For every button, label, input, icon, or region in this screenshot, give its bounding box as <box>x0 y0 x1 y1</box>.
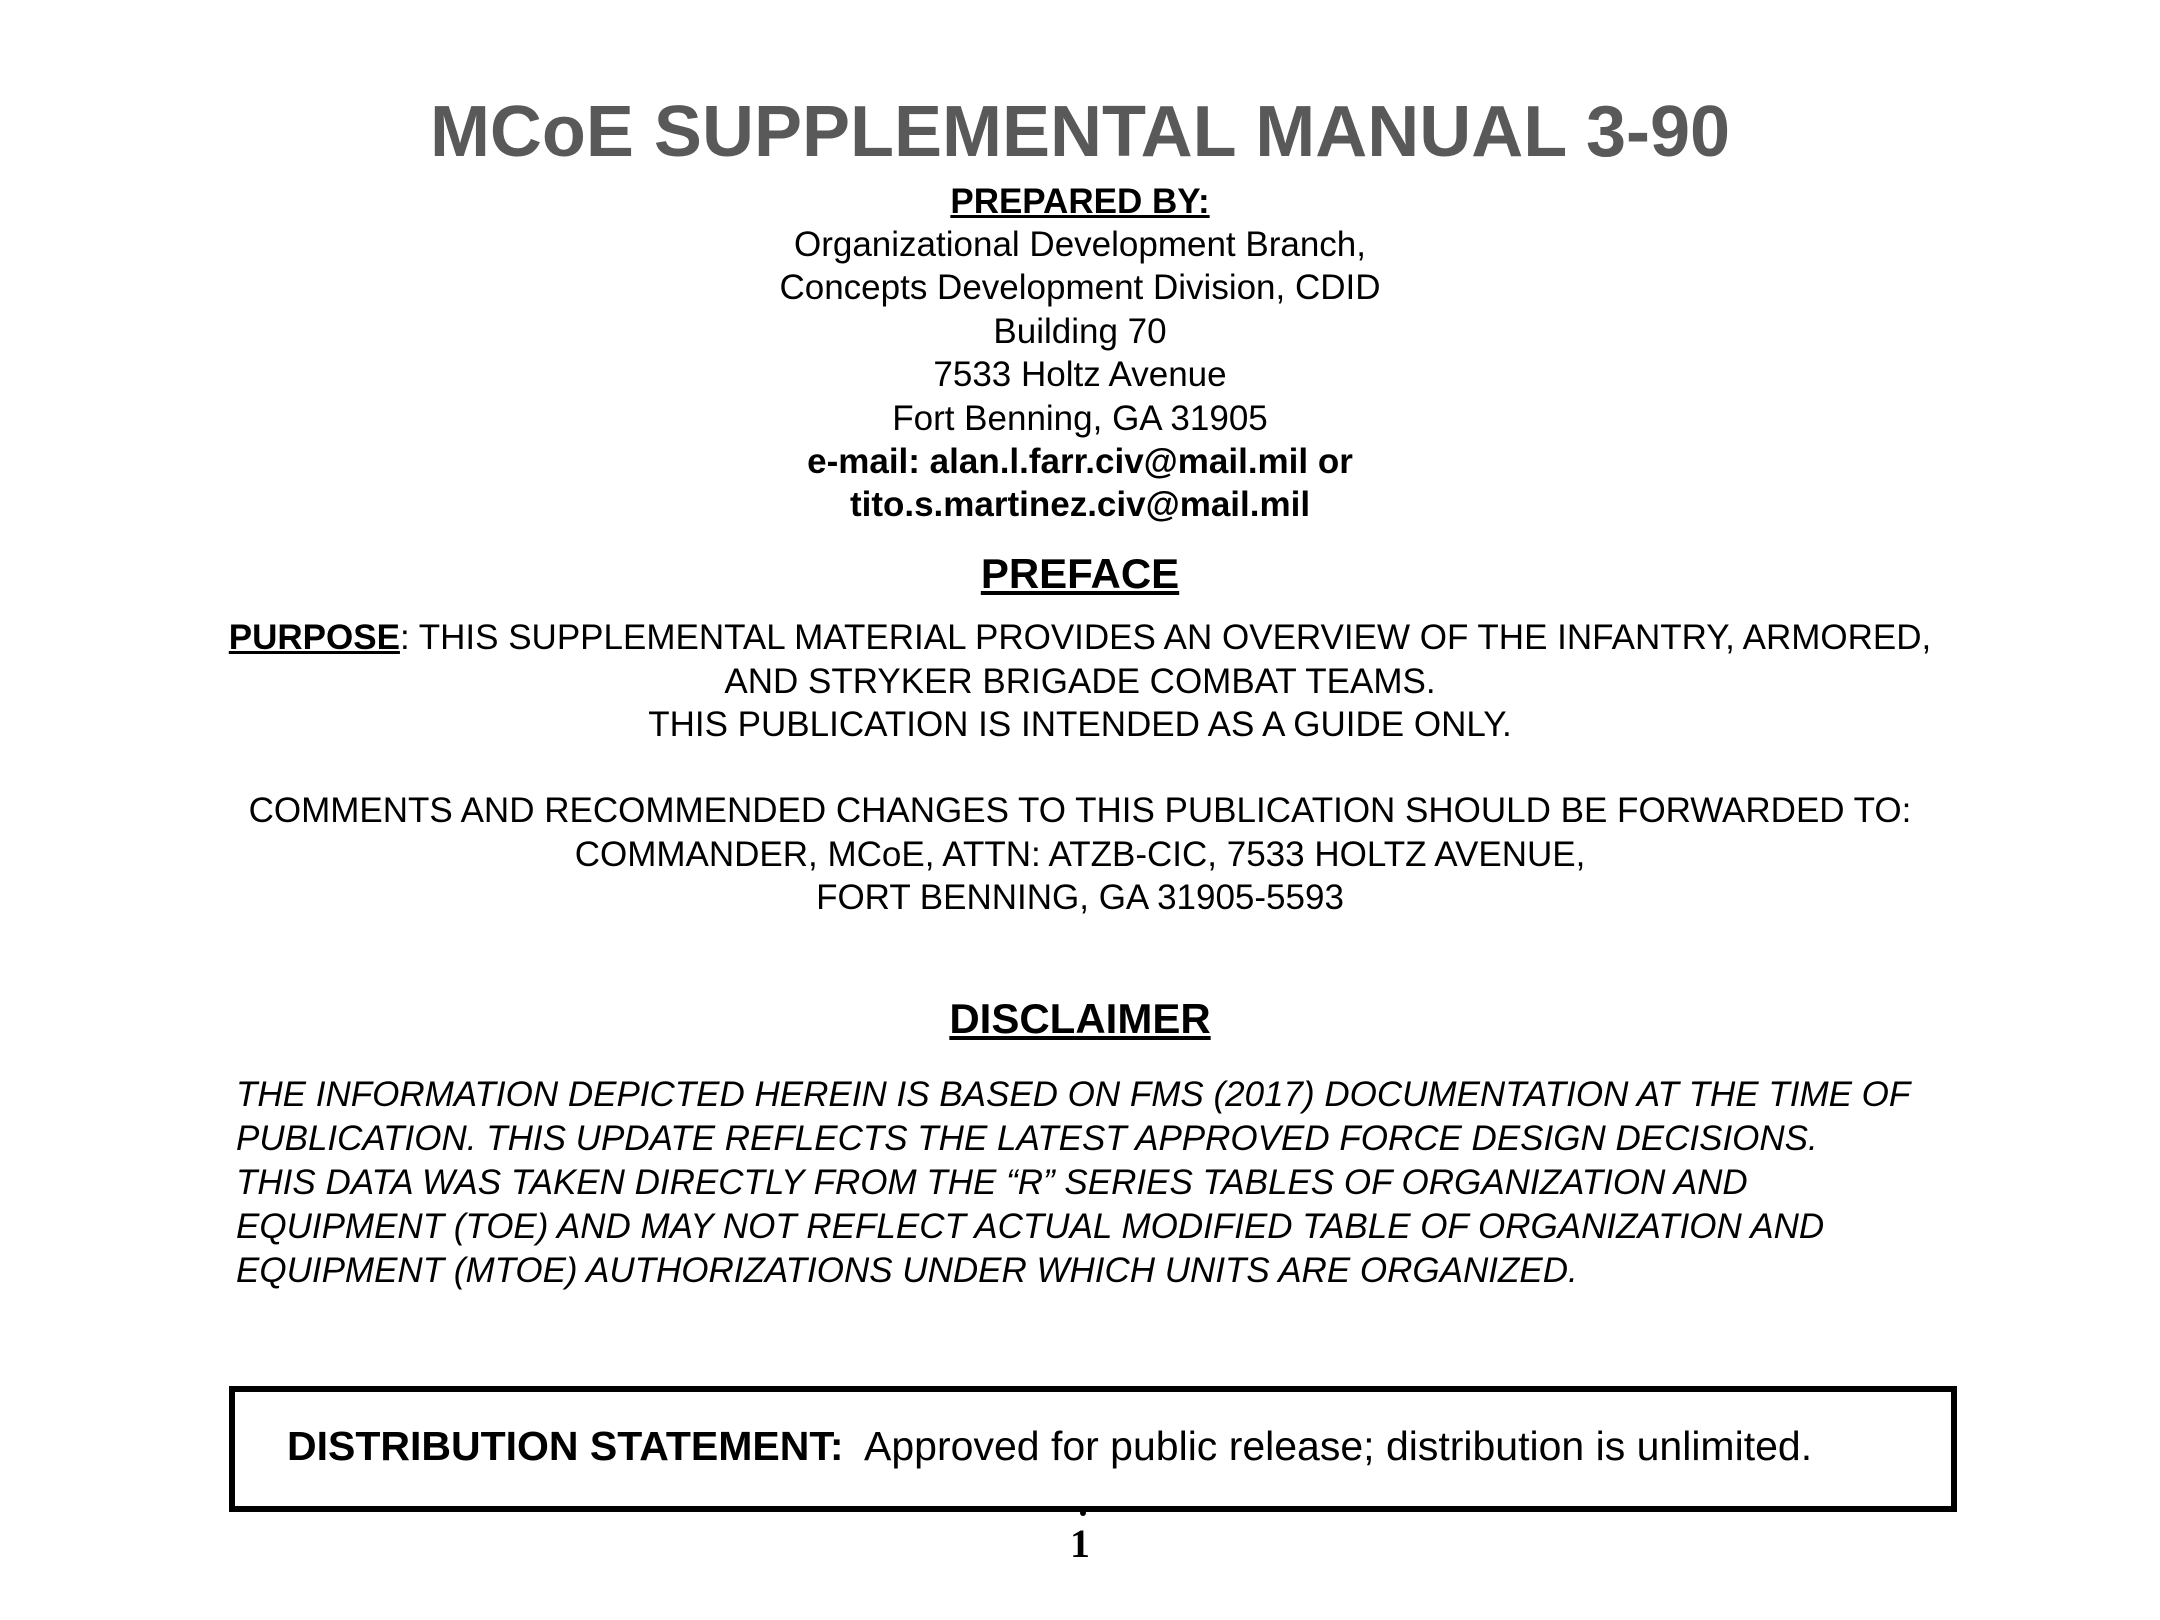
address-line-building: Building 70 <box>993 312 1167 351</box>
disclaimer-line: THE INFORMATION DEPICTED HEREIN IS BASED ON FMS (2017) DOCUMENTATION AT THE TIME OF <box>236 1075 1911 1114</box>
page-number: 1 <box>1070 1521 1090 1566</box>
comments-line-2: COMMANDER, MCoE, ATTN: ATZB-CIC, 7533 HOLTZ AVENUE, <box>574 835 1586 874</box>
disclaimer-heading: DISCLAIMER <box>949 995 1211 1042</box>
prepared-by-heading: PREPARED BY: <box>950 182 1210 221</box>
distribution-statement-box <box>229 1386 1957 1512</box>
disclaimer-line: EQUIPMENT (TOE) AND MAY NOT REFLECT ACTUAL MODIFIED TABLE OF ORGANIZATION AND <box>236 1207 1825 1246</box>
disclaimer-line: THIS DATA WAS TAKEN DIRECTLY FROM THE “R” SERIES TABLES OF ORGANIZATION AND <box>236 1163 1748 1202</box>
address-line-branch: Organizational Development Branch, <box>794 225 1366 264</box>
purpose-colon: : <box>399 618 410 657</box>
preface-heading: PREFACE <box>980 550 1180 597</box>
comments-line-1: COMMENTS AND RECOMMENDED CHANGES TO THIS PUBLICATION SHOULD BE FORWARDED TO: <box>248 791 1912 830</box>
purpose-line-1 <box>0 620 2160 655</box>
disclaimer-line: EQUIPMENT (MTOE) AUTHORIZATIONS UNDER WHICH UNITS ARE ORGANIZED. <box>236 1251 1578 1290</box>
purpose-line-2: AND STRYKER BRIGADE COMBAT TEAMS. <box>724 662 1436 701</box>
address-line-street: 7533 Holtz Avenue <box>933 355 1227 394</box>
comments-line-3: FORT BENNING, GA 31905-5593 <box>816 878 1344 917</box>
address-line-city: Fort Benning, GA 31905 <box>892 399 1268 438</box>
distribution-statement <box>287 1423 1813 1469</box>
disclaimer-text <box>236 1073 2036 1293</box>
page-mark-dot <box>1080 1510 1086 1516</box>
email-line-2: tito.s.martinez.civ@mail.mil <box>849 485 1311 524</box>
email-line-1: e-mail: alan.l.farr.civ@mail.mil or <box>807 442 1353 481</box>
distribution-text: Approved for public release; distribution is unlimited. <box>843 1423 1813 1469</box>
purpose-label: PURPOSE <box>228 618 400 657</box>
address-line-division: Concepts Development Division, CDID <box>779 268 1381 307</box>
purpose-text: THIS SUPPLEMENTAL MATERIAL PROVIDES AN OVERVIEW OF THE INFANTRY, ARMORED, <box>409 618 1932 657</box>
distribution-label: DISTRIBUTION STATEMENT: <box>287 1423 844 1469</box>
page-title: MCoE SUPPLEMENTAL MANUAL 3-90 <box>429 92 1731 172</box>
disclaimer-line: PUBLICATION. THIS UPDATE REFLECTS THE LATEST APPROVED FORCE DESIGN DECISIONS. <box>236 1119 1818 1158</box>
purpose-line-3: THIS PUBLICATION IS INTENDED AS A GUIDE ONLY. <box>648 705 1512 744</box>
